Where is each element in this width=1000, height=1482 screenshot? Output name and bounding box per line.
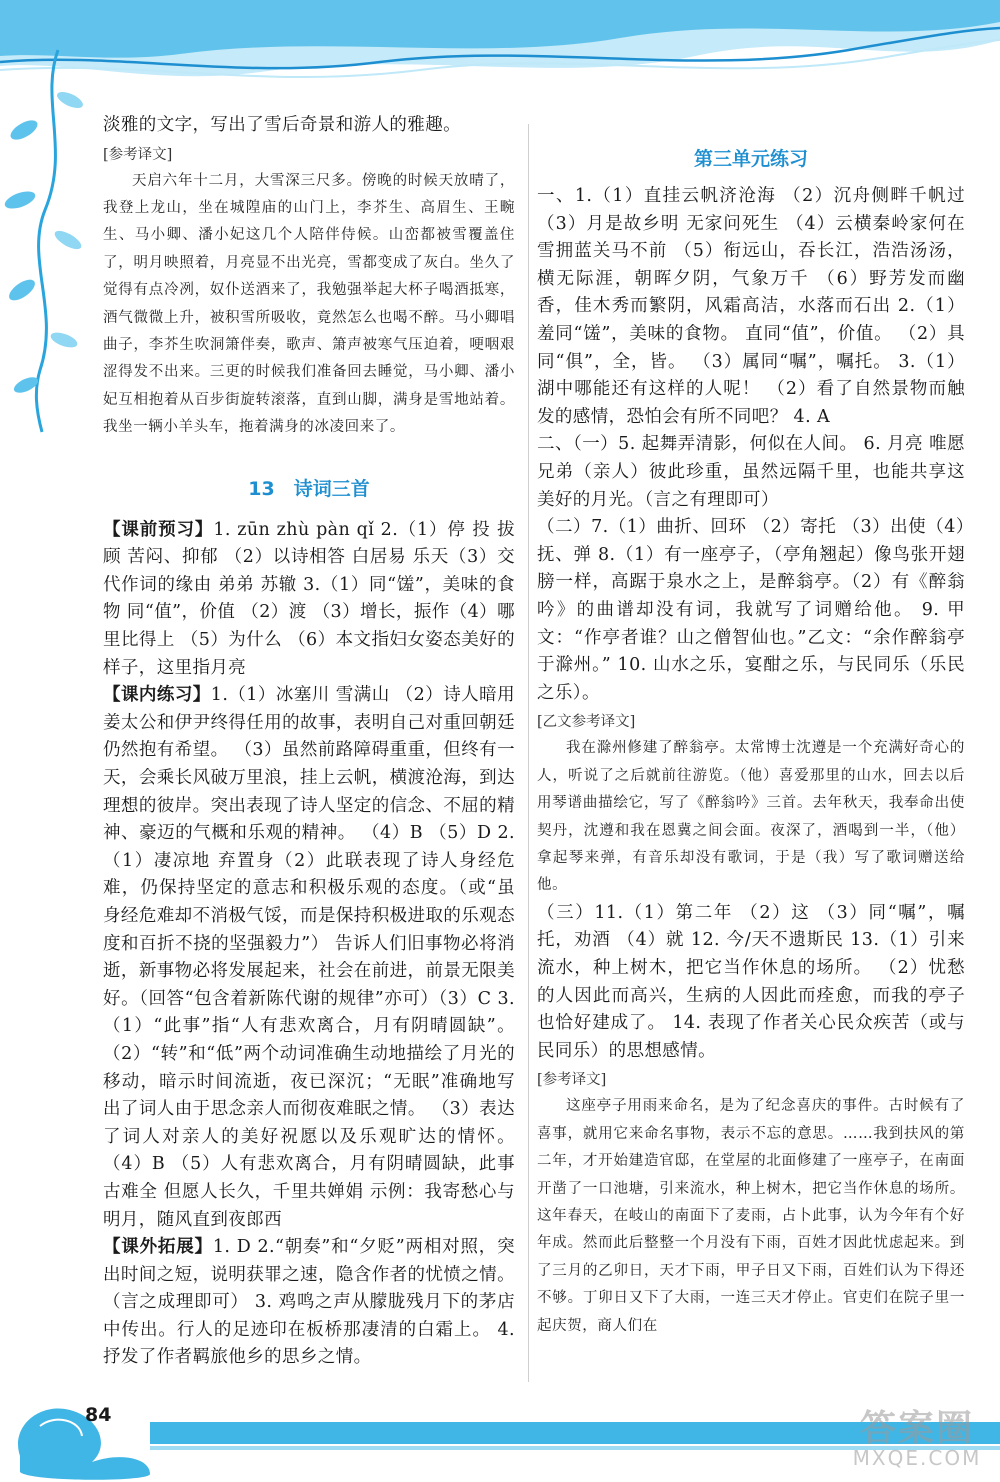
intro-line: 淡雅的文字，写出了雪后奇景和游人的雅趣。 (103, 115, 461, 135)
preview-text: 1. zūn zhù pàn qǐ 2.（1）停 投 拔顾 苦闷、抑郁 （2）以诗相答 白居易 乐天（3）交代作词的缘由 弟弟 苏辙 3.（1）同“馐”，美味的食物 同“值”，价值 （2）渡 （3）增长，振作（4）哪里比得上 （5）为什么 （6）本文指妇女姿态美好的样子，这里指月亮 (103, 519, 515, 678)
right-column (537, 112, 965, 1340)
translation-heading: [参考译文] (103, 146, 173, 163)
extension-paragraph (103, 1234, 515, 1372)
b-text-translation: 我在滁州修建了醉翁亭。太常博士沈遵是一个充满好奇心的人，听说了之后就前往游览。（他）喜爱那里的山水，回去以后用琴谱曲描绘它，写了《醉翁吟》三首。去年秋天，我奉命出使契丹，沈遵和我在恩冀之间会面。夜深了，酒喝到一半，（他）拿起琴来弹，有音乐却没有歌词，于是（我）写了歌词赠送给他。 (537, 740, 965, 894)
watermark (842, 1400, 992, 1478)
b-text-translation-heading: [乙文参考译文] (537, 714, 636, 731)
part-two-text: 二、（一）5. 起舞弄清影，何似在人间。 6. 月亮 唯愿兄弟（亲人）彼此珍重，虽然远隔千里，也能共享这美好的月光。（言之有理即可） (537, 434, 965, 510)
top-wave-decoration (0, 0, 1000, 120)
watermark-text: 答案圈 (859, 1408, 974, 1449)
preview-label: 【课前预习】 (103, 519, 214, 540)
unit-three-title: 第三单元练习 (693, 148, 808, 170)
preview-paragraph (103, 517, 515, 683)
vine-decoration (0, 40, 100, 440)
translation-text: 天启六年十二月，大雪深三尺多。傍晚的时候天放晴了，我登上龙山，坐在城隍庙的山门上，李芥生、高眉生、王畹生、马小卿、潘小妃这几个人陪伴侍候。山峦都被雪覆盖住了，明月映照着，月亮显不出光亮，雪都变成了灰白。坐久了觉得有点冷冽，奴仆送酒来了，我勉强举起大杯子喝酒抵寒，酒气微微上升，被积雪所吸收，竟然怎么也喝不醉。马小卿唱曲子，李芥生吹洞箫伴奏，歌声、箫声被寒气压迫着，哽咽艰涩得发不出来。三更的时候我们准备回去睡觉，马小卿、潘小妃互相抱着从百步街旋转滚落，直到山脚，满身是雪地站着。我坐一辆小羊头车，拖着满身的冰凌回来了。 (103, 172, 515, 436)
reference-translation-heading: [参考译文] (537, 1072, 607, 1089)
left-column (103, 112, 515, 1372)
page-number: 84 (85, 1404, 112, 1426)
part-one-text: 一、1.（1）直挂云帆济沧海 （2）沉舟侧畔千帆过（3）月是故乡明 无家问死生 （4）云横秦岭家何在 雪拥蓝关马不前 （5）衔远山，吞长江，浩浩汤汤，横无际涯，朝晖夕阴，气象万千 （6）野芳发而幽香，佳木秀而繁阴，风霜高洁，水落而石出 2.（1）羞同“馐”，美味的食物。 直同“值”，价值。 （2）具同“俱”，全，皆。 （3）属同“嘱”，嘱托。 3.（1）湖中哪能还有这样的人呢！ （2）看了自然景物而触发的感情，恐怕会有所不同吧？ 4. A (537, 186, 965, 427)
part-three-text: （三）11.（1）第二年 （2）这 （3）同“嘱”，嘱托，劝酒 （4）就 12. 今/天不遗斯民 13.（1）引来流水，种上树木，把它当作休息的场所。 （2）忧愁的人因此而高兴，生病的人因此而痊愈，而我的亭子也恰好建成了。 14. 表现了作者关心民众疾苦（或与民同乐）的思想感情。 (537, 902, 965, 1061)
watermark-url: MXQE.COM (852, 1446, 982, 1470)
column-divider (528, 124, 529, 1382)
in-class-label: 【课内练习】 (103, 685, 211, 706)
extension-label: 【课外拓展】 (103, 1237, 213, 1258)
in-class-paragraph (103, 682, 515, 1234)
section-title-13: 13 诗词三首 (248, 477, 370, 500)
in-class-text: 1.（1）冰塞川 雪满山 （2）诗人暗用姜太公和伊尹终得任用的故事，表明自己对重回朝廷仍然抱有希望。 （3）虽然前路障碍重重，但终有一天，会乘长风破万里浪，挂上云帆，横渡沧海，到达理想的彼岸。突出表现了诗人坚定的信念、不屈的精神、豪迈的气概和乐观的精神。 （4）B （5）D 2.（1）凄凉地 弃置身（2）此联表现了诗人身经危难，仍保持坚定的意志和积极乐观的态度。（或“虽身经危难却不消极气馁，而是保持积极进取的乐观态度和百折不挠的坚强毅力”） 告诉人们旧事物必将消逝，新事物必将发展起来，社会在前进，前景无限美好。（回答“包含着新陈代谢的规律”亦可）（3）C 3.（1）“此事”指“人有悲欢离合，月有阴晴圆缺”。 （2）“转”和“低”两个动词准确生动地描绘了月光的移动，暗示时间流逝，夜已深沉；“无眠”准确地写出了词人由于思念亲人而彻夜难眠之情。 （3）表达了词人对亲人的美好祝愿以及乐观旷达的情怀。 （4）B （5）人有悲欢离合，月有阴晴圆缺，此事古难全 但愿人长久，千里共婵娟 示例：我寄愁心与明月，随风直到夜郎西 (103, 685, 515, 1230)
extension-text: 1. D 2.“朝奏”和“夕贬”两相对照，突出时间之短，说明获罪之速，隐含作者的忧愤之情。（言之成理即可） 3. 鸡鸣之声从朦胧残月下的茅店中传出。行人的足迹印在板桥那凄清的白霜上。 4. 抒发了作者羁旅他乡的思乡之情。 (103, 1237, 515, 1368)
reference-translation-text: 这座亭子用雨来命名，是为了纪念喜庆的事件。古时候有了喜事，就用它来命名事物，表示不忘的意思。……我到扶风的第二年，才开始建造官邸，在堂屋的北面修建了一座亭子，在南面开凿了一口池塘，引来流水，种上树木，把它当作休息的场所。这年春天，在岐山的南面下了麦雨，占卜此事，认为今年有个好年成。然而此后整整一个月没有下雨，百姓才因此忧虑起来。到了三月的乙卯日，天才下雨，甲子日又下雨，百姓们认为下得还不够。丁卯日又下了大雨，一连三天才停止。官吏们在院子里一起庆贺，商人们在 (537, 1098, 965, 1334)
part-two-b-text: （二）7.（1）曲折、回环 （2）寄托 （3）出使（4）抚、弹 8.（1）有一座亭子，（亭角翘起）像鸟张开翅膀一样，高踞于泉水之上，是醉翁亭。（2）有《醉翁吟》的曲谱却没有词，我就写了词赠给他。 9. 甲文：“作亭者谁？山之僧智仙也。”乙文：“余作醉翁亭于滁州。” 10. 山水之乐，宴酣之乐，与民同乐（乐民之乐）。 (537, 517, 965, 703)
